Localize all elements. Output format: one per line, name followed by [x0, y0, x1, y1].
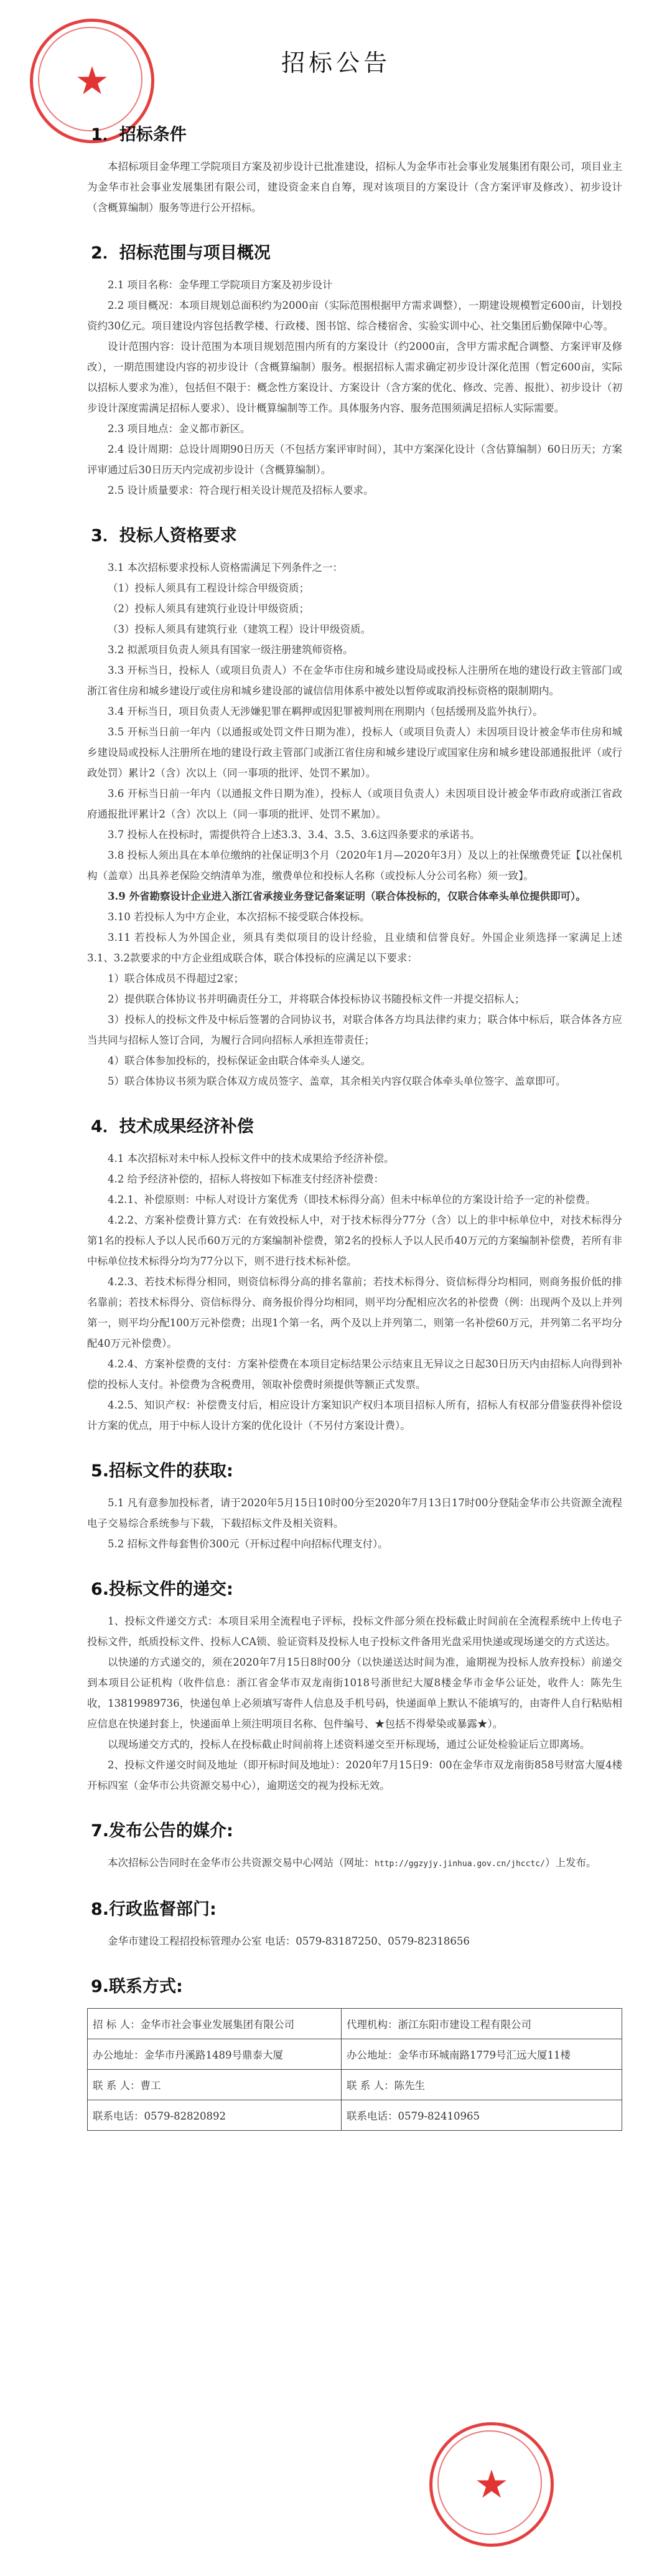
document-acquisition: 5.1 凡有意参加投标者，请于2020年5月15日10时00分至2020年7月13日17时00分登陆金华市公共资源全流程电子交易综合系统参与下载，下载招标文件及相关资料。: [87, 1497, 622, 1529]
compensation-item: 4.2 给予经济补偿的，招标人将按如下标准支付经济补偿费：: [108, 1173, 384, 1185]
section-heading-6: 6.投标文件的递交:: [91, 1580, 233, 1599]
contact-cell: 联系电话：0579-82410965: [341, 2100, 622, 2131]
media-notice-suffix: ）上发布。: [544, 1857, 597, 1869]
section-heading-5: 5.招标文件的获取:: [91, 1461, 233, 1481]
contact-cell: 联系电话：0579-82820892: [88, 2100, 342, 2131]
compensation-item: 4.2.1、补偿原则：中标人对设计方案优秀（即技术标得分高）但未中标单位的方案设计给予一定的补偿费。: [108, 1194, 596, 1205]
design-period: 2.4 设计周期：总设计周期90日历天（不包括方案评审时间），其中方案深化设计（含估算编制）60日历天；方案评审通过后30日历天内完成初步设计（含概算编制）。: [87, 443, 622, 476]
contact-table: [87, 2008, 622, 2131]
page-title: 招标公告: [281, 49, 391, 77]
section-heading-2: 2．招标范围与项目概况: [91, 243, 271, 263]
star-icon: ★: [75, 58, 110, 103]
contact-cell: 办公地址：金华市环城南路1779号汇远大厦11楼: [341, 2039, 622, 2070]
qualification-item: 1）联合体成员不得超过2家；: [108, 973, 244, 984]
document-price: 5.2 招标文件每套售价300元（开标过程中向招标代理支付）。: [108, 1538, 388, 1550]
qualification-item: 3.4 开标当日，项目负责人无涉嫌犯罪在羁押或因犯罪被判刑在刑期内（包括缓刑及监外执行）。: [108, 705, 543, 717]
media-notice: [87, 1852, 622, 1874]
submission-item: 2、投标文件递交时间及地址（即开标时间及地址）：2020年7月15日9：00在金华市双龙南街858号财富大厦4楼开标四室（金华市公共资源交易中心），逾期送交的视为投标无效。: [87, 1759, 622, 1791]
project-overview: 2.2 项目概况：本项目规划总面积约为2000亩（实际范围根据甲方需求调整），一期建设规模暂定600亩，计划投资约30亿元。项目建设内容包括教学楼、行政楼、图书馆、综合楼宿舍、实验实训中心、社交集团后勤保障中心等。: [87, 300, 622, 332]
qualification-list: [87, 557, 622, 1092]
qualification-item: 2）提供联合体协议书并明确责任分工，并将联合体投标协议书随投标文件一并提交招标人；: [108, 993, 525, 1005]
qualification-item: 3.6 开标当日前一年内（以通报文件日期为准），投标人（或项目负责人）未因项目设计被金华市政府或浙江省政府通报批评累计2（含）次以上（同一事项的批评、处罚不累加）。: [87, 788, 622, 820]
design-scope: 设计范围内容：设计范围为本项目规划范围内所有的方案设计（约2000亩，含甲方需求配合调整、方案评审及修改），一期范围建设内容的初步设计（含概算编制）服务。根据招标人需求确定初步设计深化范围（暂定600亩，实际以招标人要求为准），包括但不限于：概念性方案设计、方案设计（含方案的优化、修改、完善、报批）、初步设计（初步设计深度需满足招标人要求）、设计概算编制等工作。具体服务内容、服务范围须满足招标人实际需要。: [87, 341, 622, 414]
section-heading-4: 4．技术成果经济补偿: [91, 1117, 254, 1136]
contact-cell: 招 标 人：金华市社会事业发展集团有限公司: [88, 2009, 342, 2039]
qualification-item: （1）投标人须具有工程设计综合甲级资质；: [108, 582, 309, 594]
table-row: [88, 2070, 622, 2100]
project-location: 2.3 项目地点：金义都市新区。: [108, 423, 251, 435]
qualification-item: 3.1 本次招标要求投标人资格需满足下列条件之一：: [108, 562, 343, 573]
qualification-item: （3）投标人须具有建筑行业（建筑工程）设计甲级资质。: [108, 623, 371, 635]
submission-item: 以现场递交方式的，投标人在投标截止时间前将上述资料递交至开标现场，通过公证处检验证后立即离场。: [108, 1739, 590, 1750]
compensation-item: 4.1 本次招标对未中标人投标文件中的技术成果给予经济补偿。: [108, 1153, 394, 1164]
compensation-list: [87, 1148, 622, 1436]
contact-cell: 代理机构：浙江东阳市建设工程有限公司: [341, 2009, 622, 2039]
qualification-item: 3.11 若投标人为外国企业，须具有类似项目的设计经验，且业绩和信誉良好。外国企业须选择一家满足上述3.1、3.2款要求的中方企业组成联合体，联合体投标的应满足以下要求：: [87, 932, 622, 964]
compensation-item: 4.2.4、方案补偿费的支付：方案补偿费在本项目定标结果公示结束且无异议之日起30日历天内由招标人向得到补偿的投标人支付。补偿费为含税费用，领取补偿费时须提供等额正式发票。: [87, 1358, 622, 1390]
qualification-item: 4）联合体参加投标的，投标保证金由联合体牵头人递交。: [108, 1055, 371, 1067]
submission-item: 以快递的方式递交的，须在2020年7月15日8时00分（以快递送达时间为准，逾期视为投标人放弃投标）前递交到本项目公证机构（收件信息：浙江省金华市双龙南街1018号浙世纪大厦8楼金华市金华公证处，收件人：陈先生收，13819989736，快递包单上必须填写寄件人信息及手机号码，快递面单上默认不能填写的，由寄件人自行粘贴相应信息在快递封套上，快递面单上须注明项目名称、包件编号、★包括不得晕染或暴露★）。: [87, 1656, 622, 1730]
qualification-item: 3.2 拟派项目负责人须具有国家一级注册建筑师资格。: [108, 644, 353, 656]
media-notice-prefix: 本次招标公告同时在金华市公共资源交易中心网站（网址：: [108, 1857, 375, 1869]
contact-cell: 办公地址：金华市丹溪路1489号鼎泰大厦: [88, 2039, 342, 2070]
section-heading-9: 9.联系方式:: [91, 1977, 183, 1996]
compensation-item: 4.2.5、知识产权：补偿费支付后，相应设计方案知识产权归本项目招标人所有，招标人有权部分借鉴获得补偿设计方案的优点，用于中标人设计方案的优化设计（不另付方案设计费）。: [87, 1399, 622, 1432]
table-row: [88, 2039, 622, 2070]
table-row: [88, 2009, 622, 2039]
qualification-item: 5）联合体协议书须为联合体双方成员签字、盖章，其余相关内容仅联合体牵头单位签字、盖章即可。: [108, 1075, 566, 1087]
section-heading-3: 3．投标人资格要求: [91, 526, 237, 545]
qualification-item: （2）投标人须具有建筑行业设计甲级资质；: [108, 603, 309, 615]
submission-item: 1、投标文件递交方式：本项目采用全流程电子评标，投标文件部分须在投标截止时间前在全流程系统中上传电子投标文件，纸质投标文件、投标人CA锁、验证资料及投标人电子投标文件备用光盘采用快递或现场递交的方式送达。: [87, 1615, 622, 1648]
section-1-body: 本招标项目金华理工学院项目方案及初步设计已批准建设，招标人为金华市社会事业发展集团有限公司，项目业主为金华市社会事业发展集团有限公司，建设资金来自自筹，现对该项目的方案设计（含方案评审及修改）、初步设计（含概算编制）服务等进行公开招标。: [87, 161, 622, 214]
section-heading-7: 7.发布公告的媒介:: [91, 1821, 233, 1841]
section-heading-8: 8.行政监督部门:: [91, 1900, 217, 1919]
table-row: [88, 2100, 622, 2131]
compensation-item: 4.2.3、若技术标得分相同，则资信标得分高的排名靠前；若技术标得分、资信标得分均相同，则商务报价低的排名靠前；若技术标得分、资信标得分、商务报价得分均相同，则平均分配相应次名的补偿费（例：出现两个及以上并列第一，则平均分配100万元补偿费；出现1个第一名，两个及以上并列第二，则第一名补偿60万元，并列第二名平均分配40万元补偿费）。: [87, 1276, 622, 1349]
qualification-item: 3）投标人的投标文件及中标后签署的合同协议书，对联合体各方均具法律约束力；联合体中标后，联合体各方应当共同与招标人签订合同，为履行合同向招标人承担连带责任；: [87, 1014, 622, 1046]
supervision-department: 金华市建设工程招投标管理办公室 电话：0579-83187250、0579-82318656: [108, 1935, 470, 1947]
quality-requirement: 2.5 设计质量要求：符合现行相关设计规范及招标人要求。: [108, 484, 374, 496]
qualification-item: 3.3 开标当日，投标人（或项目负责人）不在金华市住房和城乡建设局或投标人注册所在地的建设行政主管部门或浙江省住房和城乡建设厅或住房和城乡建设部的诚信信用体系中被处以暂停或取消投标资格的限制期内。: [87, 664, 622, 697]
main-content: [87, 100, 622, 2131]
qualification-item: 3.5 开标当日前一年内（以通报或处罚文件日期为准），投标人（或项目负责人）未因项目设计被金华市住房和城乡建设局或投标人注册所在地的建设行政主管部门或浙江省住房和城乡建设厅或国家住房和城乡建设部通报批评（或行政处罚）累计2（含）次以上（同一事项的批评、处罚不累加）。: [87, 726, 622, 779]
qualification-item: 3.9 外省勘察设计企业进入浙江省承接业务登记备案证明（联合体投标的，仅联合体牵头单位提供即可）。: [108, 890, 586, 902]
website-link[interactable]: http://ggzyjy.jinhua.gov.cn/jhcctc/: [375, 1859, 545, 1869]
contact-cell: 联 系 人：曹工: [88, 2070, 342, 2100]
star-icon: ★: [474, 2461, 509, 2507]
agency-seal-stamp: [429, 2422, 554, 2547]
contact-cell: 联 系 人：陈先生: [341, 2070, 622, 2100]
qualification-item: 3.10 若投标人为中方企业，本次招标不接受联合体投标。: [108, 911, 370, 923]
project-name: 2.1 项目名称：金华理工学院项目方案及初步设计: [108, 279, 333, 291]
compensation-item: 4.2.2、方案补偿费计算方式：在有效投标人中，对于技术标得分77分（含）以上的非中标单位中，对技术标得分第1名的投标人予以人民币60万元的方案编制补偿费，第2名的投标人予以人民币40万元的方案编制补偿费，若所有非中标单位技术标得分均为77分以下，则不进行技术标补偿。: [87, 1214, 622, 1267]
qualification-item: 3.7 投标人在投标时，需提供符合上述3.3、3.4、3.5、3.6这四条要求的承诺书。: [108, 829, 480, 841]
qualification-item: 3.8 投标人须出具在本单位缴纳的社保证明3个月（2020年1月—2020年3月）及以上的社保缴费凭证【以社保机构（盖章）出具养老保险交纳清单为准，缴费单位和投标人名称（或投标人分公司名称）须一致】。: [87, 849, 622, 882]
section-heading-1: 1．招标条件: [91, 125, 187, 144]
